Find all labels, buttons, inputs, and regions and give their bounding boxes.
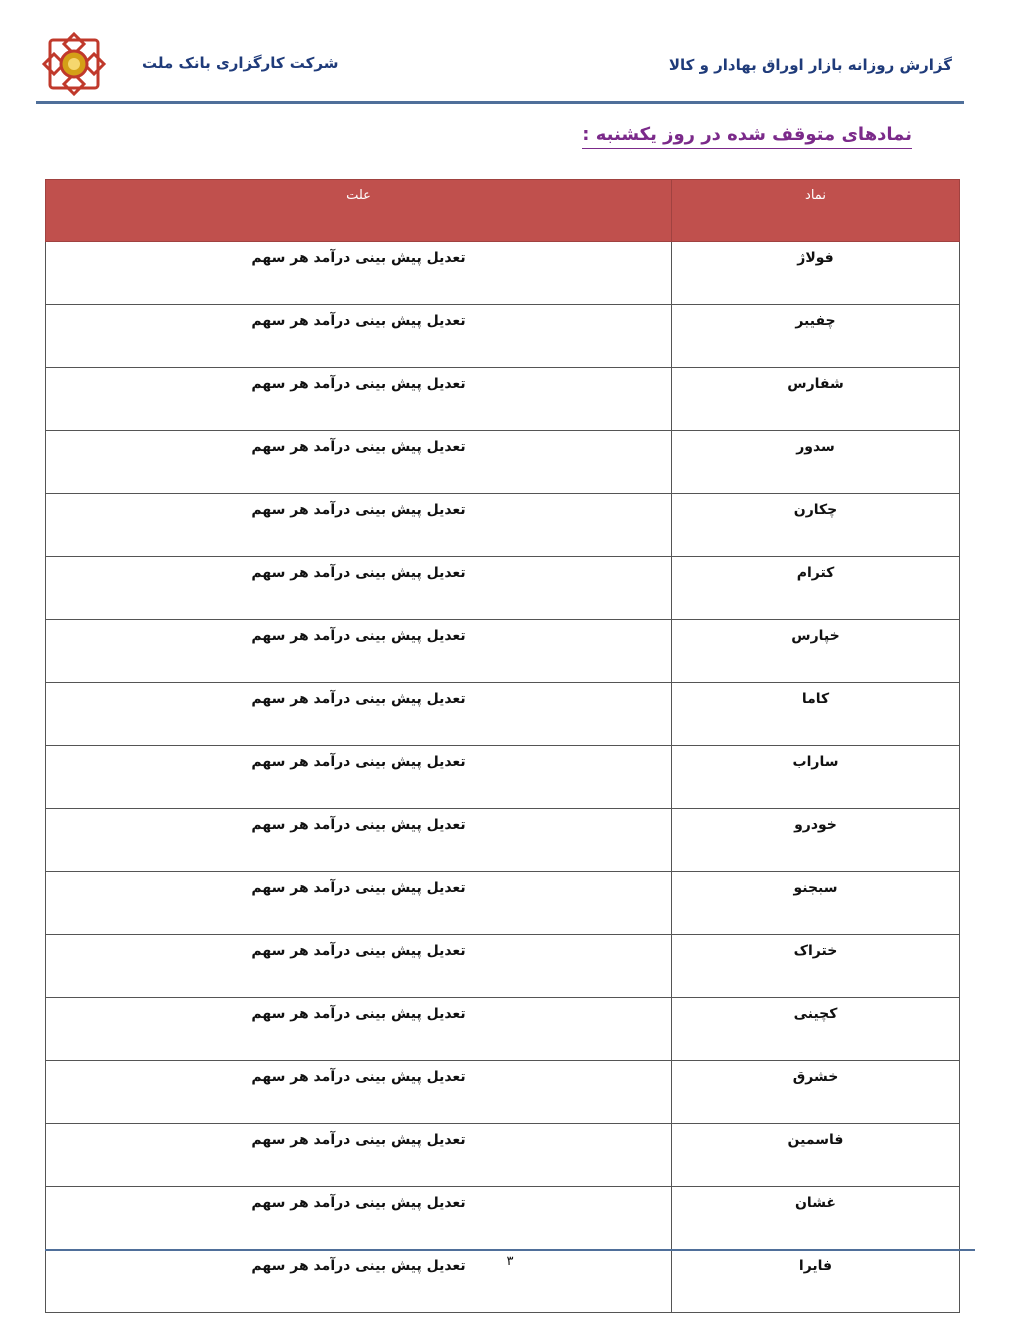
reason-cell: تعدیل پیش بینی درآمد هر سهم (46, 872, 672, 935)
reason-cell: تعدیل پیش بینی درآمد هر سهم (46, 683, 672, 746)
column-header-reason: علت (46, 180, 672, 242)
symbol-cell: کچینی (672, 998, 960, 1061)
table-row (46, 1124, 960, 1187)
table-row (46, 494, 960, 557)
table-row (46, 935, 960, 998)
table-row (46, 305, 960, 368)
reason-cell: تعدیل پیش بینی درآمد هر سهم (46, 368, 672, 431)
symbol-cell: فاسمین (672, 1124, 960, 1187)
company-name: شرکت کارگزاری بانک ملت (142, 54, 339, 72)
table-row (46, 620, 960, 683)
symbol-cell: فولاژ (672, 242, 960, 305)
symbol-cell: ساراب (672, 746, 960, 809)
halted-symbols-table (45, 179, 960, 1313)
reason-cell: تعدیل پیش بینی درآمد هر سهم (46, 620, 672, 683)
table-row (46, 746, 960, 809)
page-header (0, 0, 1020, 110)
reason-cell: تعدیل پیش بینی درآمد هر سهم (46, 1250, 672, 1313)
symbol-cell: سبجنو (672, 872, 960, 935)
reason-cell: تعدیل پیش بینی درآمد هر سهم (46, 809, 672, 872)
symbol-cell: ختراک (672, 935, 960, 998)
symbol-cell: کترام (672, 557, 960, 620)
symbol-cell: چفیبر (672, 305, 960, 368)
reason-cell: تعدیل پیش بینی درآمد هر سهم (46, 494, 672, 557)
table-row (46, 1061, 960, 1124)
reason-cell: تعدیل پیش بینی درآمد هر سهم (46, 1061, 672, 1124)
symbol-cell: خپارس (672, 620, 960, 683)
symbol-cell: خودرو (672, 809, 960, 872)
symbol-cell: خشرق (672, 1061, 960, 1124)
table-row (46, 368, 960, 431)
column-header-symbol: نماد (672, 180, 960, 242)
report-title: گزارش روزانه بازار اوراق بهادار و کالا (668, 56, 952, 74)
symbol-cell: فایرا (672, 1250, 960, 1313)
reason-cell: تعدیل پیش بینی درآمد هر سهم (46, 746, 672, 809)
table-row (46, 242, 960, 305)
symbol-cell: کاما (672, 683, 960, 746)
table-row (46, 431, 960, 494)
page-number: ۳ (506, 1254, 514, 1269)
table-row (46, 998, 960, 1061)
header-rule (36, 101, 964, 104)
table-row (46, 557, 960, 620)
reason-cell: تعدیل پیش بینی درآمد هر سهم (46, 1187, 672, 1250)
symbol-cell: چکارن (672, 494, 960, 557)
table-row (46, 872, 960, 935)
table-row (46, 683, 960, 746)
table-row (46, 1187, 960, 1250)
reason-cell: تعدیل پیش بینی درآمد هر سهم (46, 557, 672, 620)
bank-mellat-logo-icon (40, 30, 108, 98)
table-body (46, 242, 960, 1313)
reason-cell: تعدیل پیش بینی درآمد هر سهم (46, 242, 672, 305)
reason-cell: تعدیل پیش بینی درآمد هر سهم (46, 431, 672, 494)
section-title: نمادهای متوقف شده در روز یکشنبه : (582, 124, 912, 149)
symbol-cell: شفارس (672, 368, 960, 431)
reason-cell: تعدیل پیش بینی درآمد هر سهم (46, 305, 672, 368)
table-header-row (46, 180, 960, 242)
reason-cell: تعدیل پیش بینی درآمد هر سهم (46, 1124, 672, 1187)
table-row (46, 809, 960, 872)
reason-cell: تعدیل پیش بینی درآمد هر سهم (46, 998, 672, 1061)
symbol-cell: سدور (672, 431, 960, 494)
symbol-cell: غشان (672, 1187, 960, 1250)
footer-rule (45, 1249, 975, 1251)
reason-cell: تعدیل پیش بینی درآمد هر سهم (46, 935, 672, 998)
